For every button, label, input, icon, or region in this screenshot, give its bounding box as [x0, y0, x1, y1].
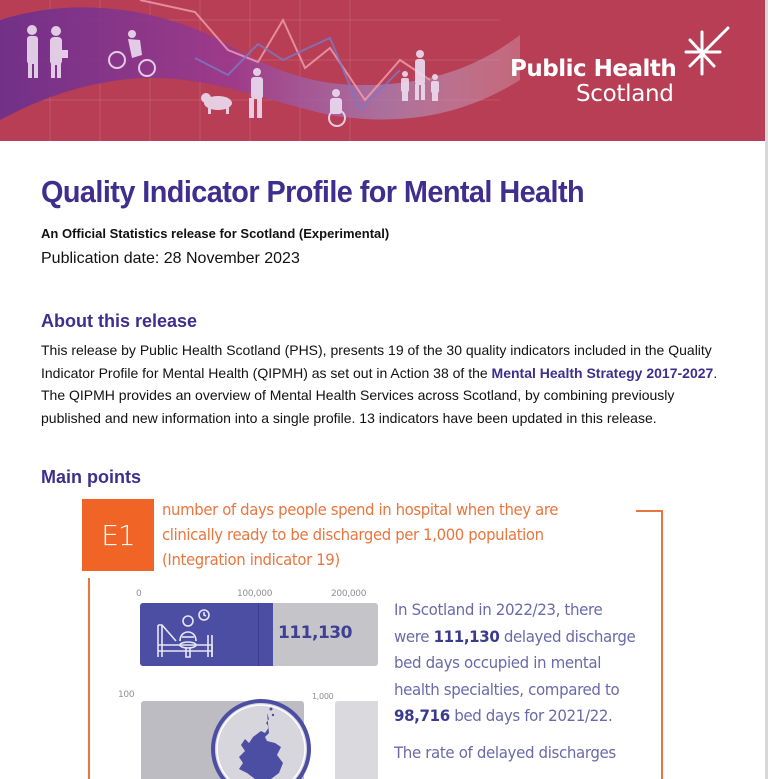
indicator-code-badge: E1: [82, 499, 154, 571]
mental-health-strategy-link[interactable]: Mental Health Strategy 2017-2027: [491, 364, 714, 381]
axis-tick-200000: 200,000: [331, 589, 367, 599]
release-subtitle: An Official Statistics release for Scotland (Experimental): [41, 226, 390, 241]
phs-logo[interactable]: [510, 24, 740, 114]
scotland-map-icon: [209, 697, 313, 779]
stat-value-2021-22: 98,716: [394, 706, 450, 725]
infographic-frame-top: [636, 510, 662, 512]
stat-text-part: In Scotland in 2022/23, there were: [394, 600, 603, 646]
logo-text-public-health: Public Health: [510, 56, 677, 82]
about-text-2: . The QIPMH provides an overview of Mental Health Services across Scotland, by combining previously published and new information into a single profile. 13 indicators have been updated in this release.: [41, 364, 718, 427]
bed-patient-clock-icon: [152, 607, 220, 663]
bar-100000-marker: [258, 603, 259, 666]
rate-bar-track-secondary: [335, 701, 378, 779]
about-text-1: This release by Public Health Scotland (PHS), presents 19 of the 30 quality indicators included in the Quality Indicator Profile for Mental Health (QIPMH) as set out in Action 38 of the: [41, 342, 712, 381]
main-points-heading: Main points: [41, 467, 141, 487]
stat-value-2022-23: 111,130: [433, 626, 500, 646]
star-burst-icon: [680, 24, 732, 76]
axis-tick-0: 0: [136, 589, 142, 599]
page-title: Quality Indicator Profile for Mental Health: [41, 174, 585, 209]
stat-text-block: [394, 597, 638, 766]
infographic-frame-left: [88, 578, 90, 779]
header-banner: [0, 0, 765, 141]
stat-paragraph-rate: The rate of delayed discharges: [394, 742, 616, 762]
stat-text-part: bed days for 2021/22.: [449, 706, 613, 725]
infographic-frame-right: [661, 510, 663, 779]
rate-axis-tick-100: 100: [118, 690, 135, 700]
axis-tick-100000: 100,000: [237, 589, 273, 599]
stat-paragraph-bed-days: [394, 597, 638, 730]
stat-text-part: delayed discharge bed days occupied in mental health specialties, compared to: [394, 626, 636, 699]
publication-date: Publication date: 28 November 2023: [41, 250, 300, 267]
about-heading: About this release: [41, 311, 198, 331]
about-body: [41, 339, 731, 430]
logo-text-scotland: Scotland: [576, 81, 674, 107]
indicator-description: number of days people spend in hospital when they are clinically ready to be discharged per 1,000 population (Integration indicator 19): [162, 500, 559, 569]
rate-axis-tick-1000: 1,000: [312, 692, 334, 701]
bar-value-label: 111,130: [278, 623, 352, 643]
